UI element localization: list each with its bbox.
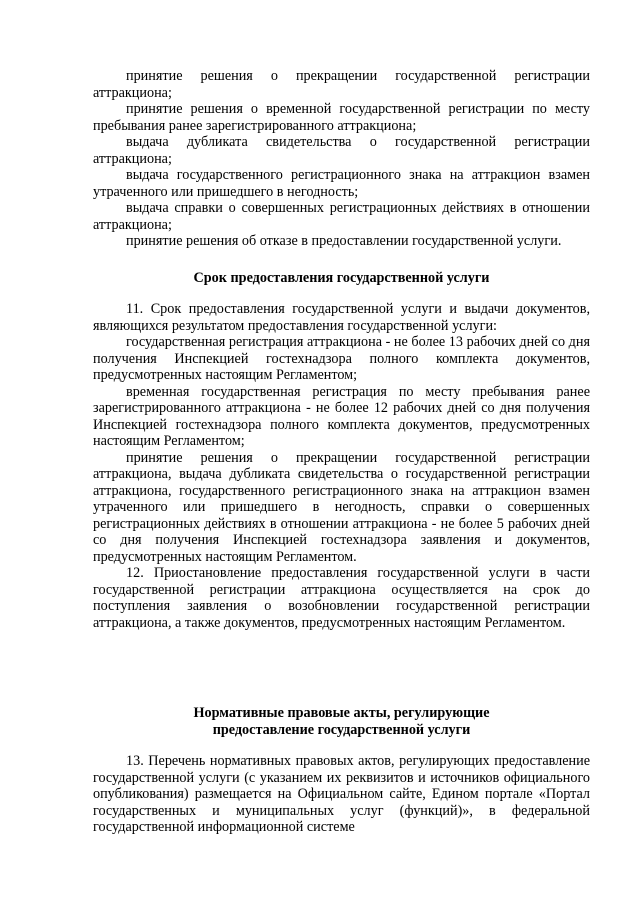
- section-heading-acts: [93, 705, 590, 738]
- section-heading-line: предоставление государственной услуги: [212, 721, 471, 738]
- services-list: [93, 68, 590, 250]
- paragraph: государственная регистрация аттракциона - не более 13 рабочих дней со дня получения Инспекцией гостехнадзора полного комплекта документов, предусмотренных настоящим Регламентом;: [93, 334, 590, 383]
- list-item: принятие решения о прекращении государственной регистрации аттракциона;: [93, 68, 590, 101]
- list-item: выдача государственного регистрационного знака на аттракцион взамен утраченного или пришедшего в негодность;: [93, 167, 590, 200]
- paragraph: временная государственная регистрация по месту пребывания ранее зарегистрированного аттракциона - не более 12 рабочих дней со дня получения Инспекцией гостехнадзора полного комплекта документов, предусмотренных настоящим Регламентом;: [93, 383, 590, 449]
- section-heading-term: [93, 270, 590, 287]
- paragraph: 11. Срок предоставления государственной услуги и выдачи документов, являющихся результатом предоставления государственной услуги:: [93, 301, 590, 334]
- paragraph: принятие решения о прекращении государственной регистрации аттракциона, выдача дубликата свидетельства о государственной регистрации аттракциона, государственного регистрационного знака на аттракцион взамен утраченного или пришедшего в негодность, справки о совершенных регистрационных действиях в отношении аттракциона - не более 5 рабочих дней со дня получения Инспекцией гостехнадзора заявления и документов, предусмотренных настоящим Регламентом.: [93, 449, 590, 565]
- paragraph: 13. Перечень нормативных правовых актов, регулирующих предоставление государственной услуги (с указанием их реквизитов и источников официального опубликования) размещается на Официальном сайте, Едином портале «Портал государственных и муниципальных услуг (функций)», в федеральной государственной информационной системе: [93, 753, 590, 835]
- list-item: принятие решения о временной государственной регистрации по месту пребывания ранее зарегистрированного аттракциона;: [93, 101, 590, 134]
- section-heading: Срок предоставления государственной услуги: [193, 270, 490, 286]
- list-item: выдача справки о совершенных регистрационных действиях в отношении аттракциона;: [93, 200, 590, 233]
- list-item: выдача дубликата свидетельства о государственной регистрации аттракциона;: [93, 134, 590, 167]
- term-section-body: [93, 301, 590, 631]
- section-heading-line: Нормативные правовые акты, регулирующие: [193, 705, 490, 721]
- list-item: принятие решения об отказе в предоставлении государственной услуги.: [126, 233, 562, 249]
- paragraph: 12. Приостановление предоставления государственной услуги в части государственной регистрации аттракциона осуществляется на срок до поступления заявления о возобновлении государственной регистрации аттракциона, а также документов, предусмотренных настоящим Регламентом.: [93, 565, 590, 631]
- acts-section-body: [93, 753, 590, 836]
